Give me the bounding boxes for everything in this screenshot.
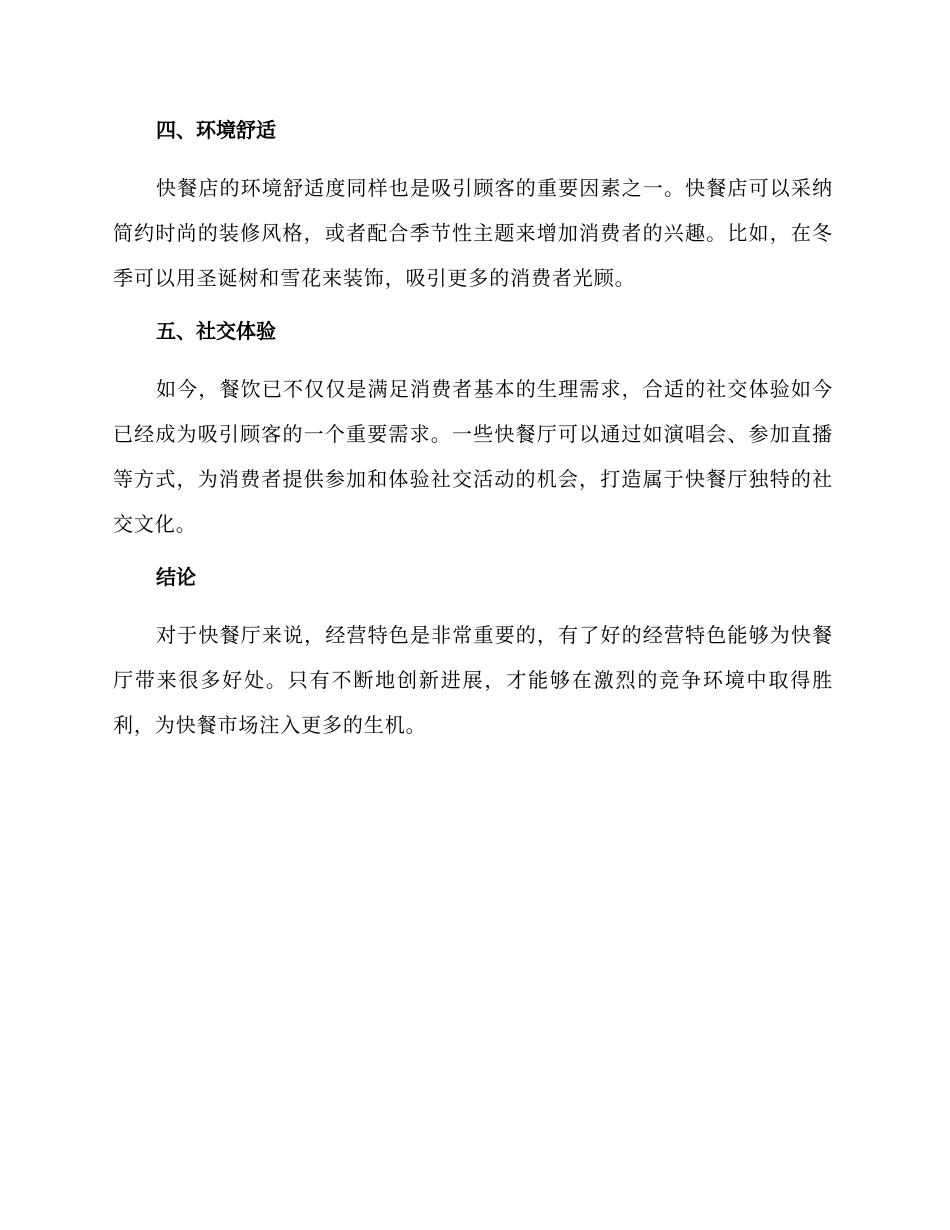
spacer — [113, 547, 833, 555]
section-paragraph-environment: 快餐店的环境舒适度同样也是吸引顾客的重要因素之一。快餐店可以采纳简约时尚的装修风格，或者配合季节性主题来增加消费者的兴趣。比如，在冬季可以用圣诞树和雪花来装饰，吸引更多的消费者光顾。 — [113, 176, 833, 290]
section-heading-conclusion: 结论 — [156, 565, 196, 589]
document-body — [113, 108, 833, 748]
section-heading-social: 五、社交体验 — [156, 319, 276, 343]
section-paragraph-social: 如今，餐饮已不仅仅是满足消费者基本的生理需求，合适的社交体验如今已经成为吸引顾客的一个重要需求。一些快餐厅可以通过如演唱会、参加直播等方式，为消费者提供参加和体验社交活动的机会，打造属于快餐厅独特的社交文化。 — [113, 377, 833, 536]
spacer — [113, 353, 833, 367]
spacer — [113, 599, 833, 613]
spacer — [113, 301, 833, 309]
spacer — [113, 152, 833, 166]
section-heading-environment: 四、环境舒适 — [156, 118, 276, 142]
section-paragraph-conclusion: 对于快餐厅来说，经营特色是非常重要的，有了好的经营特色能够为快餐厅带来很多好处。只有不断地创新进展，才能够在激烈的竞争环境中取得胜利，为快餐市场注入更多的生机。 — [113, 623, 833, 737]
